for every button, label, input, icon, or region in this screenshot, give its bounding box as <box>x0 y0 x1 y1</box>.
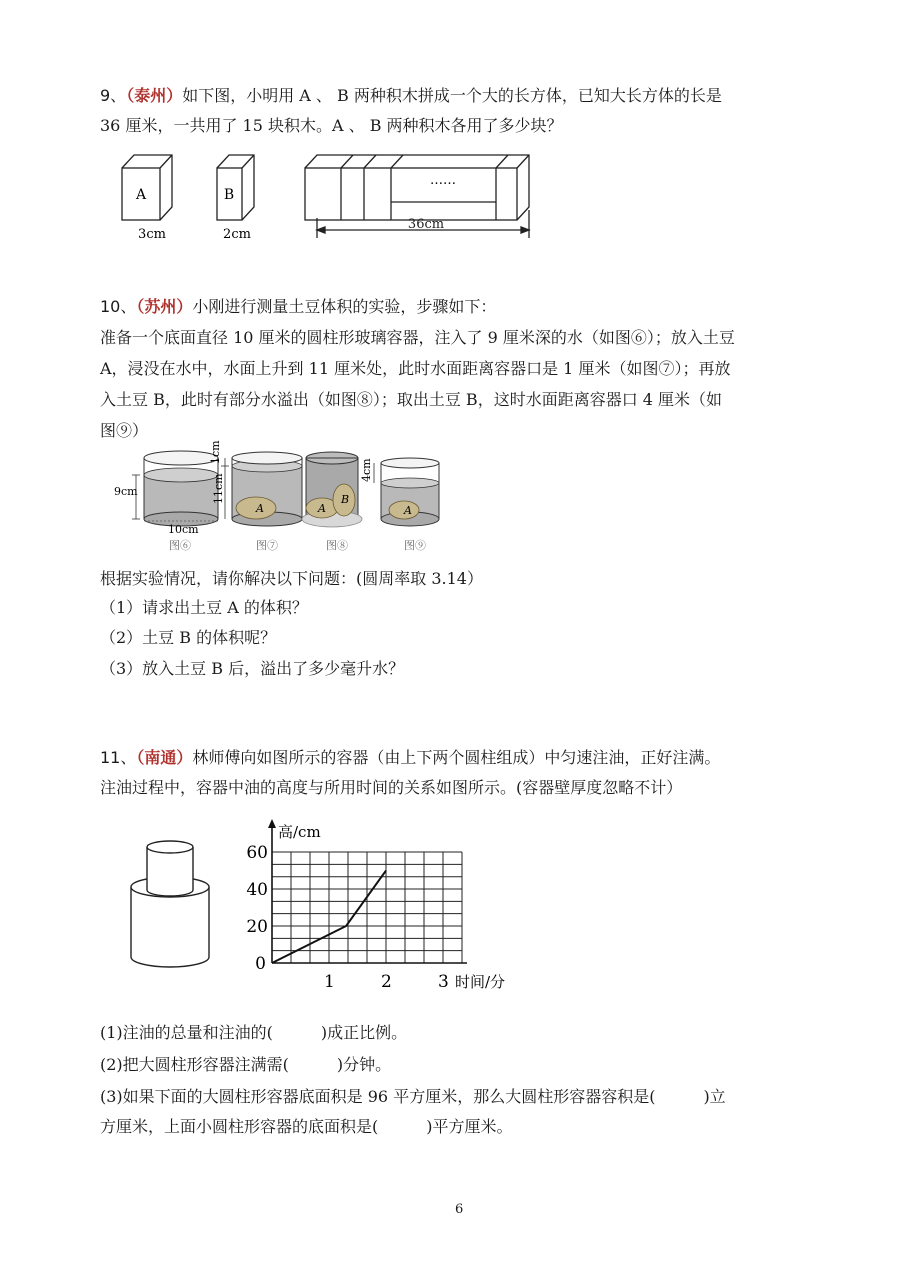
y-tick-label: 40 <box>246 880 268 901</box>
q9-text-1: 如下图，小明用 A 、 B 两种积木拼成一个大的长方体，已知大长方体的长是 <box>182 86 722 105</box>
block-a-size: 3cm <box>138 227 166 242</box>
q11-text-1: 林师傅向如图所示的容器（由上下两个圆柱组成）中匀速注油，正好注满。 <box>192 748 721 767</box>
block-b-label: B <box>223 187 235 203</box>
q10-sub1: （1）请求出土豆 A 的体积？ <box>100 598 308 617</box>
long-dots: …… <box>430 173 456 188</box>
q11-sub1: (1)注油的总量和注油的( )成正比例。 <box>100 1023 408 1042</box>
chart-y-label: 高/cm <box>278 823 321 841</box>
fig7-caption: 图⑦ <box>256 539 278 552</box>
page-number: 6 <box>455 1202 464 1217</box>
fig6-caption: 图⑥ <box>169 539 191 552</box>
q10-text-4: 入土豆 B，此时有部分水溢出（如图⑧）；取出土豆 B，这时水面距离容器口 4 厘米（如 <box>100 390 723 409</box>
cylinder-fig6 <box>132 451 218 526</box>
q10-text-1: 小刚进行测量土豆体积的实验，步骤如下： <box>192 297 497 316</box>
fig7-height: 11cm <box>212 473 225 504</box>
fig8-caption: 图⑧ <box>326 539 348 552</box>
q10-text-3: A，浸没在水中，水面上升到 11 厘米处，此时水面距离容器口是 1 厘米（如图⑦）；再放 <box>100 359 731 378</box>
y-axis-arrow <box>268 819 276 828</box>
origin-label: 0 <box>255 954 266 974</box>
q10-cylinder-figures <box>108 440 448 556</box>
cylinder-fig8 <box>302 452 362 527</box>
q10-text-5: 图⑨） <box>100 421 149 440</box>
q11-container-figure <box>125 835 215 975</box>
block-b-size: 2cm <box>223 227 251 242</box>
long-cuboid <box>305 155 529 220</box>
q11-number: 11、 <box>100 748 137 767</box>
x-tick-label: 3 <box>438 972 449 992</box>
fig7-top-gap: 1cm <box>209 440 222 464</box>
long-size: 36cm <box>407 217 445 232</box>
q10-intro: 根据实验情况，请你解决以下问题：(圆周率取 3.14） <box>100 569 483 588</box>
q11-sub2: (2)把大圆柱形容器注满需( )分钟。 <box>100 1055 392 1074</box>
fig6-height: 9cm <box>114 485 138 498</box>
q9-block-figure <box>110 150 540 240</box>
fig6-diameter: 10cm <box>168 523 199 536</box>
block-a-label: A <box>135 187 147 203</box>
q11-region: （南通） <box>136 748 193 767</box>
q9-text-2: 36 厘米，一共用了 15 块积木。A 、 B 两种积木各用了多少块？ <box>100 116 563 135</box>
q9-number: 9、 <box>100 86 127 105</box>
chart-grid <box>272 852 462 963</box>
y-tick-label: 20 <box>246 917 268 938</box>
y-tick-label: 60 <box>246 843 268 864</box>
x-tick-label: 2 <box>381 972 392 992</box>
oil-height-chart <box>240 815 540 995</box>
fig7-potato-a: A <box>256 502 264 515</box>
fig9-caption: 图⑨ <box>404 539 426 552</box>
q10-sub3: （3）放入土豆 B 后，溢出了多少毫升水？ <box>100 659 405 678</box>
q9-line1 <box>100 86 722 106</box>
chart-x-label: 时间/分 <box>455 973 506 991</box>
q10-line1 <box>100 297 496 317</box>
q11-sub3a: (3)如果下面的大圆柱形容器底面积是 96 平方厘米，那么大圆柱形容器容积是( )立 <box>100 1087 726 1106</box>
q10-text-2: 准备一个底面直径 10 厘米的圆柱形玻璃容器，注入了 9 厘米深的水（如图⑥）；放入土豆 <box>100 328 735 347</box>
q11-text-2: 注油过程中，容器中油的高度与所用时间的关系如图所示。(容器壁厚度忽略不计） <box>100 778 683 797</box>
block-b <box>217 155 254 220</box>
q10-sub2: （2）土豆 B 的体积呢？ <box>100 628 277 647</box>
q10-region: （苏州） <box>136 297 193 316</box>
q9-region: （泰州） <box>126 86 183 105</box>
q11-line1 <box>100 748 720 768</box>
q11-sub3b: 方厘米，上面小圆柱形容器的底面积是( )平方厘米。 <box>100 1117 513 1136</box>
q10-number: 10、 <box>100 297 137 316</box>
block-a <box>122 155 172 220</box>
fig9-potato-a: A <box>404 504 412 517</box>
fig9-top-gap: 4cm <box>360 458 373 482</box>
x-tick-label: 1 <box>324 972 335 992</box>
fig8-potato-a: A <box>318 502 326 515</box>
fig8-potato-b: B <box>341 493 350 506</box>
